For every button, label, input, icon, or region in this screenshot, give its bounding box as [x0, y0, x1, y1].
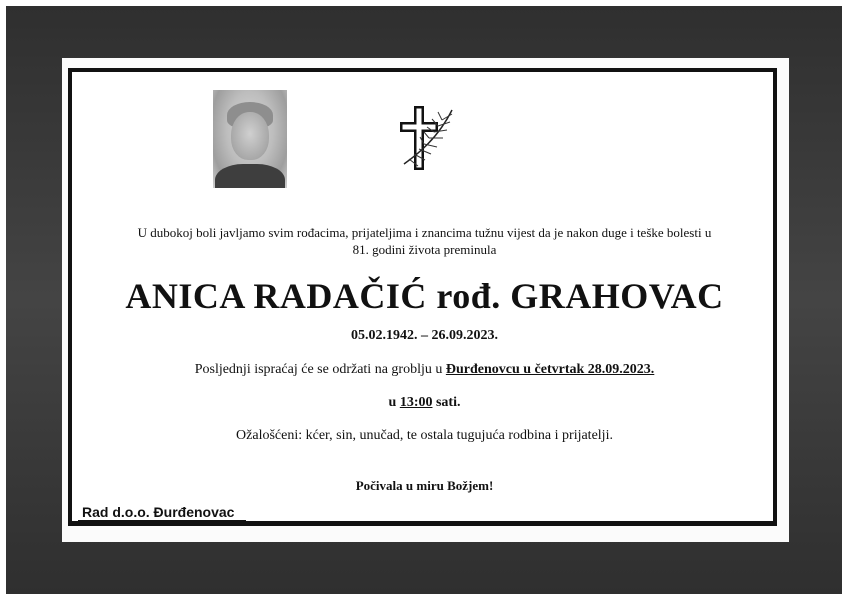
- time-value: 13:00: [399, 395, 433, 410]
- life-dates: 05.02.1942. – 26.09.2023.: [351, 328, 498, 343]
- funeral-prefix: Posljednji ispraćaj će se održati na groblju u: [194, 362, 443, 377]
- intro-line-2: 81. godini života preminula: [352, 242, 497, 257]
- funeral-time: [76, 395, 773, 411]
- cross-with-palm-icon: [398, 104, 458, 172]
- funeral-info: [76, 362, 773, 378]
- time-suffix: sati.: [435, 395, 461, 410]
- intro-text: [76, 224, 773, 258]
- time-prefix: u: [388, 395, 397, 410]
- intro-line-1: U dubokoj boli javljamo svim rođacima, prijateljima i znancima tužnu vijest da je nakon duge i teške bolesti u: [137, 225, 712, 240]
- rest-in-peace: Počivala u miru Božjem!: [355, 478, 494, 493]
- company-signature: Rad d.o.o. Đurđenovac: [78, 502, 246, 522]
- mourners-list: Ožalošćeni: kćer, sin, unučad, te ostala tugujuća rodbina i prijatelji.: [236, 428, 613, 443]
- funeral-place: Đurđenovcu u četvrtak 28.09.2023.: [445, 362, 655, 377]
- deceased-name: ANICA RADAČIĆ rođ. GRAHOVAC: [125, 276, 724, 316]
- portrait-photo: [213, 90, 287, 188]
